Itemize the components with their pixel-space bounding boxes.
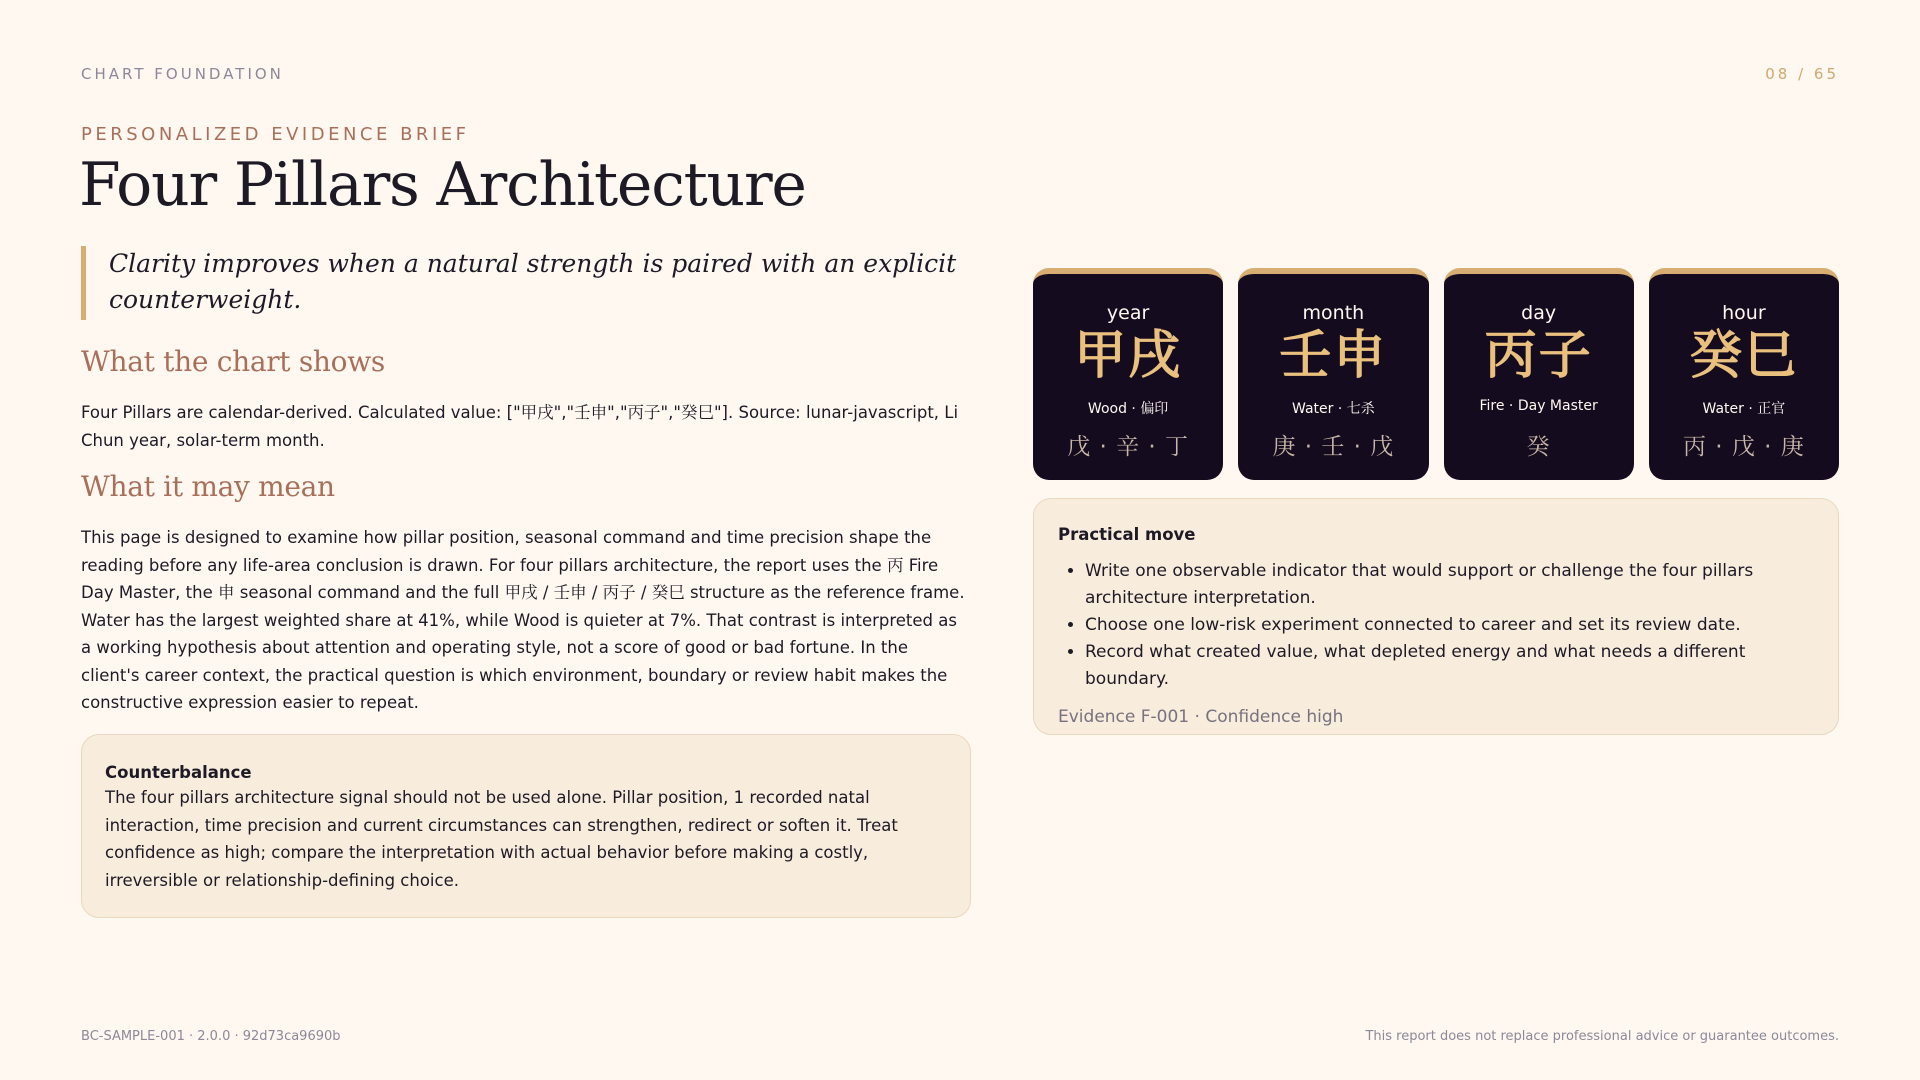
chart-section-text: Four Pillars are calendar-derived. Calculated value: ["甲戌","壬申","丙子","癸巳"]. Source: lunar-javascript, Li Chun year, solar-term month. (81, 403, 959, 450)
section-label: CHART FOUNDATION (81, 65, 284, 83)
pillar-characters: 壬申 (1279, 325, 1388, 386)
practical-move-list (1058, 558, 1815, 693)
pillar-characters: 甲戌 (1074, 325, 1183, 386)
footer-disclaimer: This report does not replace professional advice or guarantee outcomes. (1365, 1029, 1839, 1044)
pillar-position: year (1106, 302, 1150, 324)
pillars-row (1033, 268, 1839, 480)
pull-quote: Clarity improves when a natural strength is paired with an explicit counterweight. (81, 246, 961, 320)
meaning-section-text: This page is designed to examine how pillar position, seasonal command and time precision shape the reading before any life-area conclusion is drawn. For four pillars architecture, the report uses the 丙 Fire Day Master, the 申 seasonal command and the full 甲戌 / 壬申 / 丙子 / 癸巳 structure as the reference frame. Water has the largest weighted share at 41%, while Wood is quieter at 7%. That contrast is interpreted as a working hypothesis about attention and operating style, not a score of good or bad fortune. In the client's career context, the practical question is which environment, boundary or review habit makes the constructive expression easier to repeat. (81, 528, 965, 712)
pillar-month (1238, 268, 1428, 480)
practical-move-title: Practical move (1058, 525, 1196, 544)
page-title: Four Pillars Architecture (79, 150, 806, 220)
pillar-hidden-stems: 庚 · 壬 · 戊 (1272, 434, 1395, 460)
list-item: • Write one observable indicator that would support or challenge the four pillars architecture interpretation. (1085, 558, 1815, 612)
footer-id: BC-SAMPLE-001 · 2.0.0 · 92d73ca9690b (81, 1029, 341, 1044)
chart-section-heading: What the chart shows (81, 345, 385, 378)
list-item: • Choose one low-risk experiment connected to career and set its review date. (1085, 612, 1815, 639)
kicker-label: PERSONALIZED EVIDENCE BRIEF (81, 124, 470, 145)
pillar-hidden-stems: 丙 · 戊 · 庚 (1682, 434, 1805, 460)
evidence-line: Evidence F-001 · Confidence high (1058, 707, 1344, 727)
pillar-element: Water · 正官 (1702, 401, 1786, 417)
pillar-hidden-stems: 癸 (1526, 434, 1551, 460)
practical-move-panel (1033, 498, 1839, 735)
pillar-characters: 丙子 (1484, 325, 1593, 386)
page-number: 08 / 65 (1765, 65, 1839, 83)
counterbalance-panel (81, 734, 971, 918)
counterbalance-text: The four pillars architecture signal should not be used alone. Pillar position, 1 recorded natal interaction, time precision and current circumstances can strengthen, redirect or soften it. Treat confidence as high; compare the interpretation with actual behavior before making a costly, irreversible or relationship-defining choice. (105, 788, 898, 890)
pillar-element: Fire · Day Master (1479, 398, 1598, 414)
meaning-section-heading: What it may mean (81, 470, 335, 503)
counterbalance-title: Counterbalance (105, 763, 252, 782)
pillar-element: Water · 七杀 (1292, 401, 1375, 417)
pillar-day (1444, 268, 1634, 480)
pillar-position: day (1521, 302, 1557, 324)
pillar-hidden-stems: 戊 · 辛 · 丁 (1067, 434, 1190, 460)
pillar-hour (1649, 268, 1839, 480)
pillar-position: month (1302, 302, 1365, 324)
pillar-position: hour (1722, 302, 1766, 324)
pillar-element: Wood · 偏印 (1087, 401, 1169, 417)
list-item: • Record what created value, what depleted energy and what needs a different boundary. (1085, 639, 1815, 693)
pillar-year (1033, 268, 1223, 480)
pillar-characters: 癸巳 (1689, 325, 1798, 386)
